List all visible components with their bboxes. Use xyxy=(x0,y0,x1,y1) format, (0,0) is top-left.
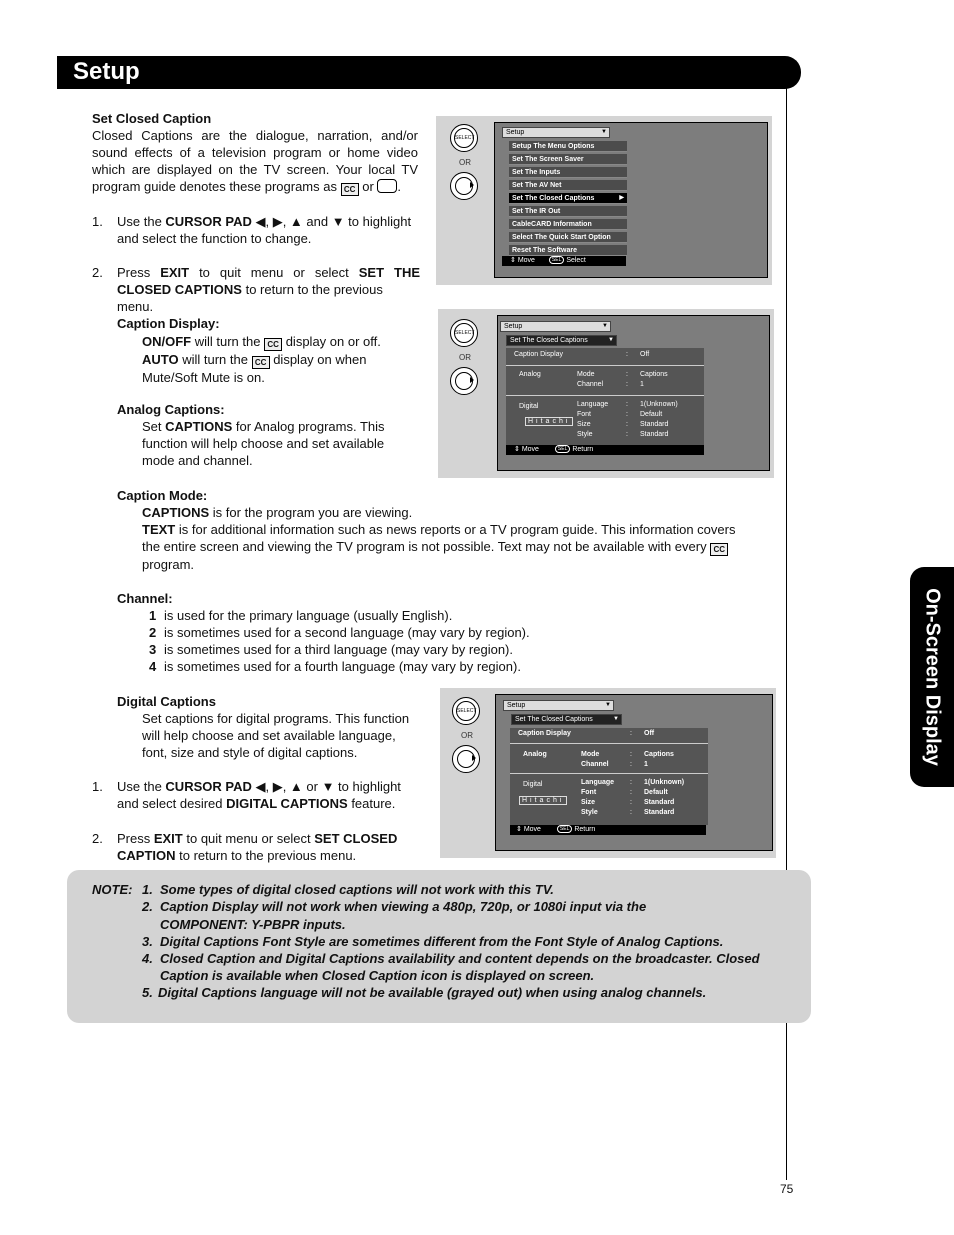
section-heading: Set Closed Caption xyxy=(92,111,212,126)
hitachi-preview: Hitachi xyxy=(525,417,573,426)
dropdown-arrow-icon: ▼ xyxy=(608,337,614,343)
channel-value[interactable]: 1 xyxy=(644,761,648,768)
language-label: Language xyxy=(581,779,615,786)
menu-item[interactable]: Set The Screen Saver xyxy=(509,154,627,165)
colon: : xyxy=(626,381,628,388)
step-bold: CURSOR PAD xyxy=(165,779,252,794)
desc-text: mode and channel. xyxy=(142,453,253,468)
dropdown-arrow-icon: ▼ xyxy=(605,702,611,708)
item-num: 2 xyxy=(149,625,157,640)
note-text: Caption Display will not work when viewing a 480p, 720p, or 1080i input via the xyxy=(160,899,647,914)
select-label: Select xyxy=(566,257,586,264)
digital-step-2 xyxy=(117,830,417,864)
menu-item[interactable]: Reset The Software xyxy=(509,245,627,256)
caption-settings-panel xyxy=(510,728,708,825)
cc-icon: CC xyxy=(264,338,282,351)
caption-display-desc xyxy=(142,333,400,386)
caption-display-heading: Caption Display: xyxy=(117,316,220,331)
colon: : xyxy=(630,779,632,786)
step-text: Use the xyxy=(117,214,166,229)
language-value[interactable]: 1(Unknown) xyxy=(640,401,678,408)
select-button-icon xyxy=(452,697,480,725)
channel-heading: Channel: xyxy=(117,591,173,606)
status-bar xyxy=(510,825,706,835)
step-number: 1. xyxy=(92,214,103,229)
item-num: 1 xyxy=(149,608,157,623)
cursor-pad-icon xyxy=(450,172,478,200)
intro-text: Closed Captions are the dialogue, narration, and/or sound effects of a television program or home video which are displayed on the TV screen. Your local TV program guide denotes these programs as xyxy=(92,128,418,194)
font-value[interactable]: Default xyxy=(644,789,668,796)
screenshot-panel-setup xyxy=(436,116,772,285)
intro-paragraph: Closed Captions are the dialogue, narration, and/or sound effects of a television program or home video which are displayed on the TV screen. Your local TV program guide denotes these programs as CC or . xyxy=(92,128,418,194)
desc-text: Mute/Soft Mute is on. xyxy=(142,370,265,385)
step-text: Use the xyxy=(117,779,166,794)
size-value[interactable]: Standard xyxy=(644,799,675,806)
select-button-icon xyxy=(450,124,478,152)
cursor-pad-icon xyxy=(452,745,480,773)
size-label: Size xyxy=(581,799,596,806)
move-icon: ⇕ xyxy=(510,257,516,264)
desc-bold: CAPTIONS xyxy=(165,419,233,434)
step-text: to return to the previous menu. xyxy=(175,848,357,863)
menu-item[interactable]: Set The IR Out xyxy=(509,206,627,217)
cursor-pad-icon xyxy=(450,367,478,395)
mode-value[interactable]: Captions xyxy=(644,751,674,758)
list-item xyxy=(149,641,530,658)
text-label: TEXT xyxy=(142,522,176,537)
submenu-bar xyxy=(506,335,617,346)
note-text: Closed Caption and Digital Captions availability and content depends on the broadcaster. Closed xyxy=(160,951,760,966)
mode-label: Mode xyxy=(577,371,595,378)
step-text: to quit menu or select xyxy=(189,265,359,280)
item-desc: is sometimes used for a second language (may vary by region). xyxy=(164,625,530,640)
caption-display-label: Caption Display xyxy=(514,351,564,358)
item-num: 4 xyxy=(149,659,157,674)
return-label: Return xyxy=(572,446,594,453)
move-icon: ⇕ xyxy=(516,826,522,833)
cc-icon: CC xyxy=(252,356,270,369)
digital-captions-heading: Digital Captions xyxy=(117,694,216,709)
colon: : xyxy=(630,789,632,796)
note-num: 3. xyxy=(142,934,153,949)
style-value[interactable]: Standard xyxy=(640,431,669,438)
status-bar xyxy=(502,256,626,266)
step-text: Press xyxy=(117,831,154,846)
dropdown-arrow-icon: ▼ xyxy=(602,323,608,329)
desc-text: font, size and style of digital captions. xyxy=(142,745,358,760)
or-text: or xyxy=(362,179,374,194)
header-bar xyxy=(57,56,801,89)
select-label: SELECT xyxy=(454,128,474,148)
step-bold: EXIT xyxy=(160,265,190,280)
step-number: 1. xyxy=(92,779,103,794)
divider xyxy=(510,743,708,744)
divider xyxy=(506,365,704,366)
style-label: Style xyxy=(581,809,598,816)
select-label: SELECT xyxy=(456,701,476,721)
on-off-label: ON/OFF xyxy=(142,334,192,349)
dropdown-arrow-icon: ▼ xyxy=(601,129,607,135)
or-label: OR xyxy=(459,158,471,167)
note-text: COMPONENT: Y-PBPR inputs. xyxy=(160,917,346,932)
colon: : xyxy=(630,799,632,806)
side-tab-label: On-Screen Display xyxy=(921,588,944,766)
item-desc: is sometimes used for a fourth language (may vary by region). xyxy=(164,659,521,674)
desc-text: will turn the xyxy=(178,352,252,367)
colon: : xyxy=(626,421,628,428)
screenshot-panel-closed-captions xyxy=(438,309,774,478)
step-text: Press xyxy=(117,265,161,280)
colon: : xyxy=(626,431,628,438)
caption-mode-heading: Caption Mode: xyxy=(117,488,208,503)
submenu-arrow-icon: ▶ xyxy=(619,195,624,201)
note-num: 4. xyxy=(142,951,153,966)
menu-item-label: Set The Closed Captions xyxy=(512,195,595,202)
mode-label: Mode xyxy=(581,751,600,758)
digital-label: Digital xyxy=(523,781,543,788)
auto-label: AUTO xyxy=(142,352,179,367)
channel-label: Channel xyxy=(581,761,609,768)
colon: : xyxy=(626,411,628,418)
digital-label: Digital xyxy=(519,403,539,410)
desc-text: for Analog programs. This xyxy=(232,419,385,434)
list-item xyxy=(149,607,530,624)
move-label: Move xyxy=(523,826,541,833)
page-number: 75 xyxy=(780,1182,794,1196)
colon: : xyxy=(630,809,632,816)
caption-settings-panel xyxy=(506,348,704,447)
move-label: Move xyxy=(521,446,539,453)
caption-bubble-icon xyxy=(377,179,397,193)
digital-captions-desc xyxy=(142,710,418,761)
desc-text: Set captions for digital programs. This function xyxy=(142,711,410,726)
desc-text: will turn the xyxy=(191,334,265,349)
menu-bar-label: Setup xyxy=(504,323,523,330)
return-label: Return xyxy=(574,826,596,833)
item-desc: is used for the primary language (usually English). xyxy=(164,608,453,623)
note-text: Digital Captions Font Style are sometimes different from the Font Style of Analog Captions. xyxy=(160,934,724,949)
item-desc: is sometimes used for a third language (may vary by region). xyxy=(164,642,513,657)
right-arrow-icon xyxy=(470,182,474,188)
caption-display-value[interactable]: Off xyxy=(644,730,655,737)
captions-label: CAPTIONS xyxy=(142,505,210,520)
channel-list xyxy=(149,607,530,675)
status-bar xyxy=(506,445,704,455)
font-label: Font xyxy=(581,789,597,796)
analog-captions-desc xyxy=(142,418,402,469)
submenu-bar xyxy=(511,714,622,725)
analog-captions-heading: Analog Captions: xyxy=(117,402,225,417)
cc-icon: CC xyxy=(710,543,728,556)
move-icon: ⇕ xyxy=(514,446,520,453)
dropdown-arrow-icon: ▼ xyxy=(613,716,619,722)
desc-text: the entire screen and viewing the TV program is not possible. Text may not be available with every xyxy=(142,539,707,554)
step-text: and select desired xyxy=(117,796,227,811)
colon: : xyxy=(630,730,632,737)
menu-item[interactable]: Setup The Menu Options xyxy=(509,141,627,152)
size-value[interactable]: Standard xyxy=(640,421,669,428)
menu-bar xyxy=(500,321,611,332)
submenu-label: Set The Closed Captions xyxy=(515,716,593,723)
caption-mode-desc xyxy=(142,504,767,573)
menu-item[interactable]: Set The Inputs xyxy=(509,167,627,178)
note-label: NOTE: xyxy=(92,882,133,897)
desc-text: Set xyxy=(142,419,166,434)
mode-value[interactable]: Captions xyxy=(640,371,668,378)
style-label: Style xyxy=(577,431,593,438)
note-num: 1. xyxy=(142,882,153,897)
note-text: Some types of digital closed captions will not work with this TV. xyxy=(160,882,554,897)
step-bold: SET THE xyxy=(358,265,420,280)
tv-screen xyxy=(497,315,770,471)
intro-step-1 xyxy=(117,213,422,247)
sel-key-icon: SEL xyxy=(549,256,564,264)
step-bold: DIGITAL CAPTIONS xyxy=(226,796,348,811)
step-bold: CLOSED CAPTIONS xyxy=(117,282,242,297)
note-num: 2. xyxy=(142,899,153,914)
step-text: to quit menu or select xyxy=(182,831,315,846)
caption-display-label: Caption Display xyxy=(518,730,571,737)
menu-item[interactable]: Select The Quick Start Option xyxy=(509,232,627,243)
desc-text: display on or off. xyxy=(282,334,381,349)
step-text: to return to the previous menu. xyxy=(117,282,383,314)
channel-label: Channel xyxy=(577,381,604,388)
step-bold: CURSOR PAD xyxy=(165,214,252,229)
step-bold: EXIT xyxy=(153,831,183,846)
select-button-icon xyxy=(450,319,478,347)
channel-value[interactable]: 1 xyxy=(640,381,644,388)
desc-text: display on when xyxy=(269,352,367,367)
note-text: Caption is available when Closed Caption icon is displayed on screen. xyxy=(160,968,595,983)
cc-icon: CC xyxy=(341,183,359,196)
step-number: 2. xyxy=(92,831,103,846)
or-label: OR xyxy=(459,353,471,362)
menu-item-selected[interactable] xyxy=(509,193,627,204)
hitachi-preview: Hitachi xyxy=(519,796,567,805)
side-tab xyxy=(910,567,954,787)
digital-step-1 xyxy=(117,778,422,812)
colon: : xyxy=(630,751,632,758)
sel-key-icon: SEL xyxy=(555,445,570,453)
tv-screen xyxy=(494,122,768,278)
right-arrow-icon xyxy=(470,377,474,383)
analog-label: Analog xyxy=(519,371,541,378)
desc-text: is for additional information such as news reports or a TV program guide. This information covers xyxy=(175,522,736,537)
intro-step-2 xyxy=(117,264,420,315)
step-text: and select the function to change. xyxy=(117,231,312,246)
colon: : xyxy=(626,401,628,408)
item-num: 3 xyxy=(149,642,157,657)
or-label: OR xyxy=(461,731,473,740)
divider xyxy=(510,773,708,774)
desc-text: program. xyxy=(142,557,195,572)
page-title: Setup xyxy=(73,58,140,85)
menu-item[interactable]: Set The AV Net xyxy=(509,180,627,191)
analog-label: Analog xyxy=(523,751,547,758)
menu-bar xyxy=(502,127,610,138)
select-label: SELECT xyxy=(454,323,474,343)
list-item xyxy=(149,658,530,675)
size-label: Size xyxy=(577,421,591,428)
step-bold: SET CLOSED xyxy=(314,831,398,846)
step-text: feature. xyxy=(347,796,396,811)
menu-bar-label: Setup xyxy=(507,702,526,709)
step-number: 2. xyxy=(92,265,103,280)
colon: : xyxy=(626,371,628,378)
language-label: Language xyxy=(577,401,609,408)
desc-text: will help choose and set available language, xyxy=(142,728,396,743)
colon: : xyxy=(626,351,628,358)
colon: : xyxy=(630,761,632,768)
language-value[interactable]: 1(Unknown) xyxy=(644,779,685,786)
screenshot-panel-digital-captions xyxy=(440,688,776,858)
desc-text: function will help choose and set available xyxy=(142,436,385,451)
list-item xyxy=(149,624,530,641)
step-text: ◀, ▶, ▲ and ▼ to highlight xyxy=(251,214,412,229)
style-value[interactable]: Standard xyxy=(644,809,675,816)
step-bold: CAPTION xyxy=(117,848,176,863)
menu-bar xyxy=(503,700,614,711)
sel-key-icon: SEL xyxy=(557,825,572,833)
note-text: Digital Captions language will not be available (grayed out) when using analog channels. xyxy=(158,985,707,1000)
font-value[interactable]: Default xyxy=(640,411,663,418)
menu-bar-label: Setup xyxy=(506,129,525,136)
step-text: ◀, ▶, ▲ or ▼ to highlight xyxy=(251,779,401,794)
submenu-label: Set The Closed Captions xyxy=(510,337,588,344)
menu-item[interactable]: CableCARD Information xyxy=(509,219,627,230)
move-label: Move xyxy=(517,257,535,264)
note-num: 5. xyxy=(142,985,153,1000)
tv-screen xyxy=(495,694,773,851)
caption-display-value[interactable]: Off xyxy=(640,351,650,358)
right-arrow-icon xyxy=(472,755,476,761)
desc-text: is for the program you are viewing. xyxy=(209,505,413,520)
divider xyxy=(506,395,704,396)
font-label: Font xyxy=(577,411,592,418)
